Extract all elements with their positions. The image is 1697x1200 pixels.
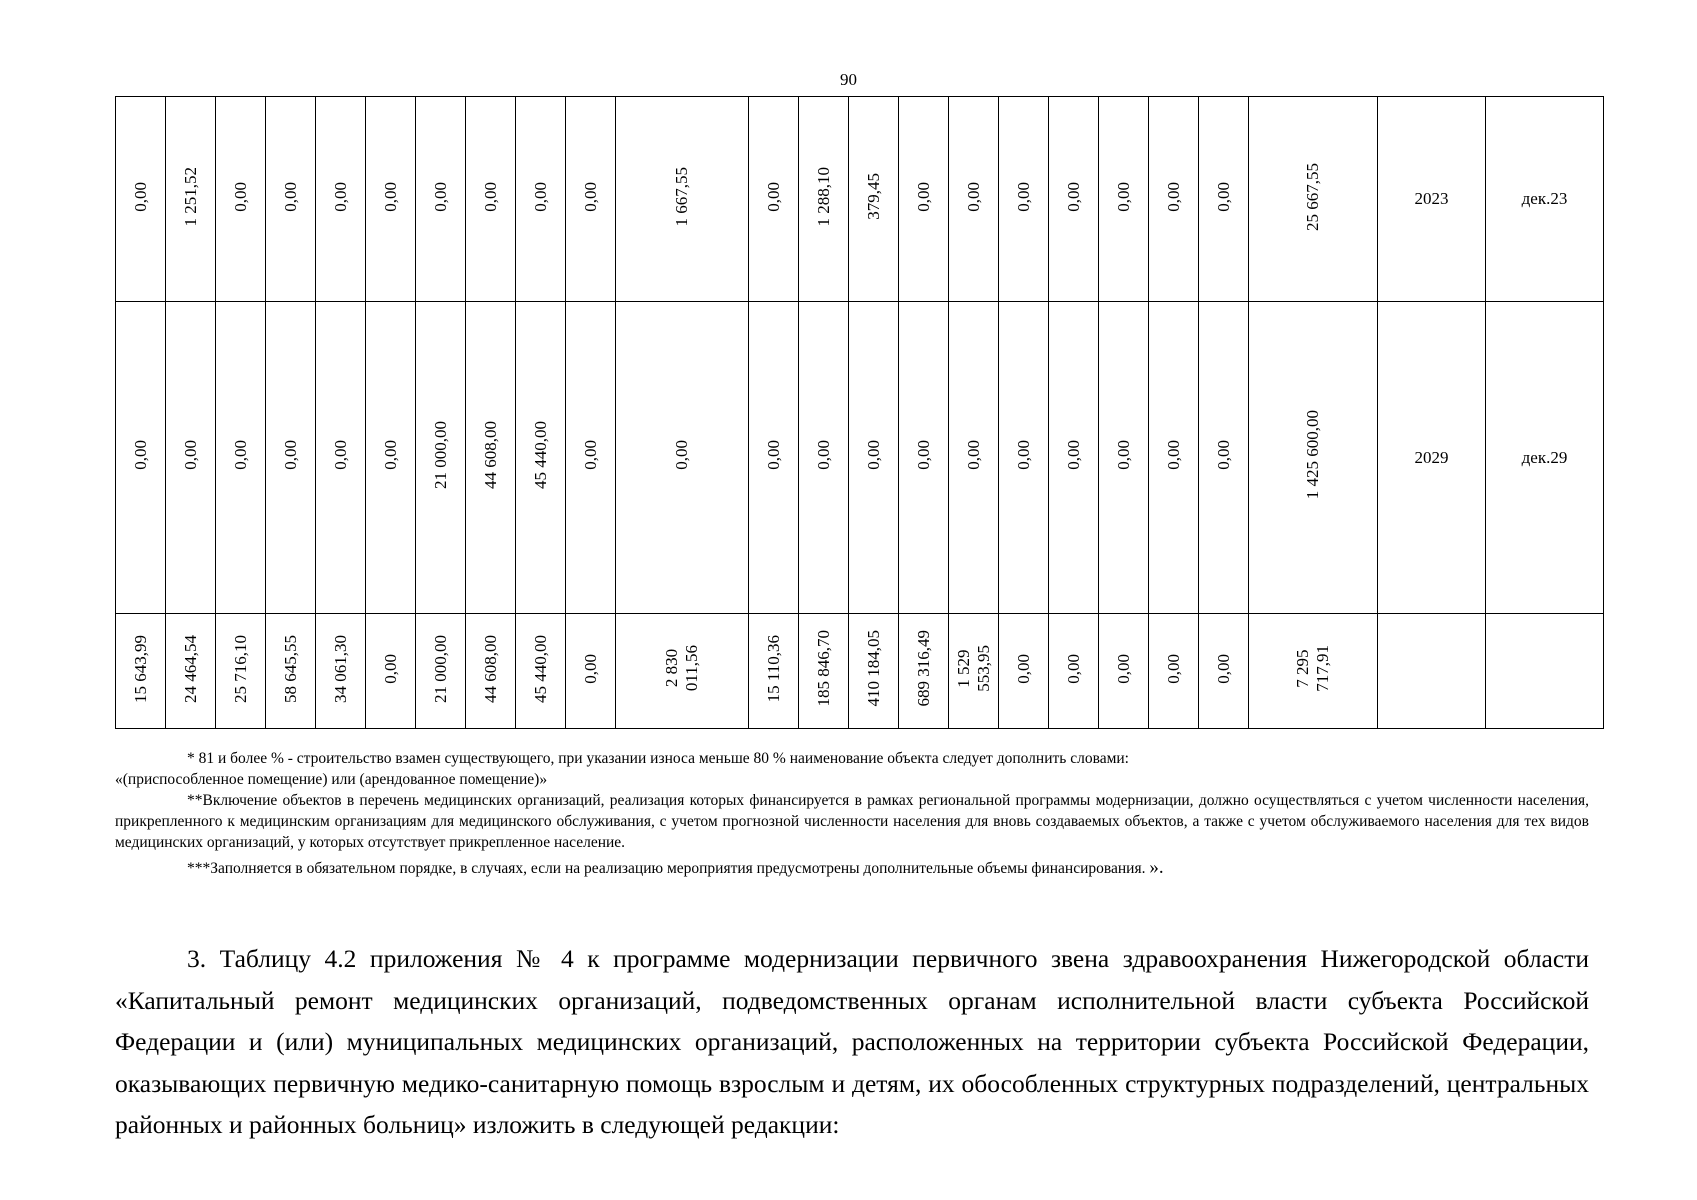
- table-cell: [1249, 302, 1378, 614]
- period-cell: дек.29: [1486, 302, 1604, 614]
- cell-value: 0,00: [913, 440, 933, 470]
- cell-value: 45 440,00: [530, 421, 550, 489]
- table-row: [116, 302, 1604, 614]
- table-row: [116, 97, 1604, 302]
- table-cell: [416, 302, 466, 614]
- table-cell: [316, 614, 366, 729]
- footnote-3: [115, 857, 1589, 879]
- table-cell: [899, 614, 949, 729]
- table-cell: [516, 614, 566, 729]
- cell-value: 0,00: [1113, 440, 1133, 470]
- footnotes: [115, 748, 1589, 879]
- table-cell: [366, 614, 416, 729]
- cell-value: 0,00: [430, 181, 450, 212]
- table-cell: [1049, 614, 1099, 729]
- cell-value: 0,00: [1213, 440, 1233, 470]
- cell-value: 0,00: [1013, 440, 1033, 470]
- table-cell: [566, 97, 616, 302]
- cell-value: 15 643,99: [130, 634, 150, 703]
- cell-value: 34 061,30: [330, 634, 350, 703]
- cell-value: 0,00: [480, 181, 500, 212]
- cell-value: 0,00: [1213, 181, 1233, 212]
- cell-value: 7 295 717,91: [1293, 645, 1332, 692]
- table-cell: [116, 97, 166, 302]
- table-cell: [749, 614, 799, 729]
- table-cell: [566, 302, 616, 614]
- table-cell: [516, 302, 566, 614]
- cell-value: 0,00: [672, 440, 691, 470]
- table-cell: [949, 97, 999, 302]
- year-cell: 2029: [1378, 302, 1486, 614]
- cell-value: 0,00: [380, 440, 400, 470]
- table-cell: [316, 302, 366, 614]
- table-cell: [266, 614, 316, 729]
- table-cell: [949, 302, 999, 614]
- cell-value: 0,00: [863, 440, 883, 470]
- table-cell: [1049, 302, 1099, 614]
- cell-value: 0,00: [1013, 181, 1033, 212]
- cell-value: 1 425 600,00: [1303, 410, 1322, 500]
- table-cell: [849, 614, 899, 729]
- cell-value: 0,00: [1113, 653, 1133, 684]
- table-cell: [1149, 302, 1199, 614]
- cell-value: 1 529 553,95: [953, 645, 993, 692]
- cell-value: 0,00: [280, 181, 300, 212]
- table-cell: [999, 97, 1049, 302]
- period-cell: дек.23: [1486, 97, 1604, 302]
- table-cell: [1149, 614, 1199, 729]
- footnote-1-line-1: * 81 и более % - строительство взамен существующего, при указании износа меньше 80 % наименование объекта следует дополнить словами:: [187, 750, 1129, 767]
- cell-value: 0,00: [580, 653, 600, 684]
- cell-value: 0,00: [1213, 653, 1233, 684]
- table-cell: [616, 302, 749, 614]
- table-cell: [849, 97, 899, 302]
- table-cell: [166, 614, 216, 729]
- table-cell: [616, 97, 749, 302]
- data-table: [115, 96, 1604, 729]
- cell-value: 0,00: [180, 440, 200, 470]
- table-cell: [899, 302, 949, 614]
- cell-value: 0,00: [1063, 181, 1083, 212]
- cell-value: 0,00: [330, 181, 350, 212]
- table-cell: [899, 97, 949, 302]
- year-cell: [1378, 614, 1486, 729]
- cell-value: 0,00: [813, 440, 833, 470]
- cell-value: 21 000,00: [430, 634, 450, 703]
- cell-value: 0,00: [963, 181, 983, 212]
- cell-value: 689 316,49: [913, 630, 933, 707]
- cell-value: 1 667,55: [672, 166, 691, 227]
- table-cell: [999, 302, 1049, 614]
- table-cell: [799, 614, 849, 729]
- table-cell: [166, 302, 216, 614]
- cell-value: 0,00: [230, 181, 250, 212]
- footnote-2: **Включение объектов в перечень медицинских организаций, реализация которых финансируется в рамках региональной программы модернизации, должно осуществляться с учетом численности населения, прикрепленного к медицинским организациям для медицинского обслуживания, с учетом прогнозной численности населения для вновь создаваемых объектов, а также с учетом обслуживаемого населения для тех видов медицинских организаций, у которых отсутствует прикрепленное население.: [115, 792, 1589, 851]
- table-cell: [516, 97, 566, 302]
- table-cell: [266, 97, 316, 302]
- table-cell: [216, 97, 266, 302]
- cell-value: 0,00: [580, 181, 600, 212]
- table-cell: [949, 614, 999, 729]
- table-cell: [266, 302, 316, 614]
- table-cell: [316, 97, 366, 302]
- table-cell: [1249, 614, 1378, 729]
- table-cell: [466, 97, 516, 302]
- table-row: [116, 614, 1604, 729]
- table-cell: [749, 302, 799, 614]
- cell-value: 25 667,55: [1303, 162, 1322, 231]
- table-cell: [1249, 97, 1378, 302]
- cell-value: 0,00: [1063, 440, 1083, 470]
- cell-value: 0,00: [1163, 440, 1183, 470]
- cell-value: 45 440,00: [530, 634, 550, 703]
- cell-value: 1 288,10: [813, 166, 833, 227]
- cell-value: 0,00: [280, 440, 300, 470]
- table-cell: [416, 97, 466, 302]
- cell-value: 25 716,10: [230, 634, 250, 703]
- table-cell: [566, 614, 616, 729]
- cell-value: 0,00: [763, 440, 783, 470]
- cell-value: 0,00: [530, 181, 550, 212]
- cell-value: 0,00: [130, 181, 150, 212]
- table-cell: [1199, 302, 1249, 614]
- table-cell: [1099, 302, 1149, 614]
- cell-value: 0,00: [230, 440, 250, 470]
- table-cell: [799, 302, 849, 614]
- cell-value: 58 645,55: [280, 634, 300, 703]
- table-cell: [1199, 614, 1249, 729]
- page-number: 90: [840, 70, 857, 89]
- cell-value: 0,00: [963, 440, 983, 470]
- main-paragraph: 3. Таблицу 4.2 приложения № 4 к программе модернизации первичного звена здравоохранения Нижегородской области «Капитальный ремонт медицинских организаций, подведомственных органам исполнительной власти субъекта Российской Федерации и (или) муниципальных медицинских организаций, расположенных на территории субъекта Российской Федерации, оказывающих первичную медико-санитарную помощь взрослым и детям, их обособленных структурных подразделений, центральных районных и районных больниц» изложить в следующей редакции:: [115, 944, 1589, 1139]
- table-cell: [1099, 97, 1149, 302]
- cell-value: 410 184,05: [863, 630, 883, 707]
- table-cell: [1149, 97, 1199, 302]
- table-cell: [999, 614, 1049, 729]
- table-cell: [166, 97, 216, 302]
- table-cell: [416, 614, 466, 729]
- table-cell: [466, 302, 516, 614]
- table-cell: [1049, 97, 1099, 302]
- footnote-1-line-2: «(приспособленное помещение) или (арендованное помещение)»: [115, 771, 548, 788]
- cell-value: 0,00: [1113, 181, 1133, 212]
- year-cell: 2023: [1378, 97, 1486, 302]
- table-cell: [216, 302, 266, 614]
- cell-value: 0,00: [913, 181, 933, 212]
- cell-value: 0,00: [580, 440, 600, 470]
- cell-value: 21 000,00: [430, 421, 450, 489]
- cell-value: 2 830 011,56: [662, 645, 701, 692]
- cell-value: 44 608,00: [480, 421, 500, 489]
- footnote-3-closing-quote: ».: [1149, 857, 1164, 878]
- cell-value: 0,00: [380, 653, 400, 684]
- cell-value: 0,00: [763, 181, 783, 212]
- table-cell: [849, 302, 899, 614]
- cell-value: 0,00: [1063, 653, 1083, 684]
- table-cell: [466, 614, 516, 729]
- table-cell: [116, 614, 166, 729]
- cell-value: 0,00: [130, 440, 150, 470]
- cell-value: 185 846,70: [813, 630, 833, 707]
- cell-value: 0,00: [330, 440, 350, 470]
- table-cell: [116, 302, 166, 614]
- table-cell: [366, 97, 416, 302]
- cell-value: 0,00: [380, 181, 400, 212]
- cell-value: 379,45: [863, 173, 883, 220]
- table-cell: [799, 97, 849, 302]
- footnote-3-text: ***Заполняется в обязательном порядке, в случаях, если на реализацию мероприятия предусмотрены дополнительные объемы финансирования.: [187, 860, 1146, 877]
- cell-value: 24 464,54: [180, 634, 200, 703]
- table-cell: [616, 614, 749, 729]
- cell-value: 0,00: [1163, 181, 1183, 212]
- table-cell: [366, 302, 416, 614]
- cell-value: 0,00: [1013, 653, 1033, 684]
- table-cell: [749, 97, 799, 302]
- table-cell: [1199, 97, 1249, 302]
- period-cell: [1486, 614, 1604, 729]
- cell-value: 44 608,00: [480, 634, 500, 703]
- table-cell: [216, 614, 266, 729]
- cell-value: 1 251,52: [180, 166, 200, 227]
- table-cell: [1099, 614, 1149, 729]
- cell-value: 0,00: [1163, 653, 1183, 684]
- cell-value: 15 110,36: [763, 634, 783, 703]
